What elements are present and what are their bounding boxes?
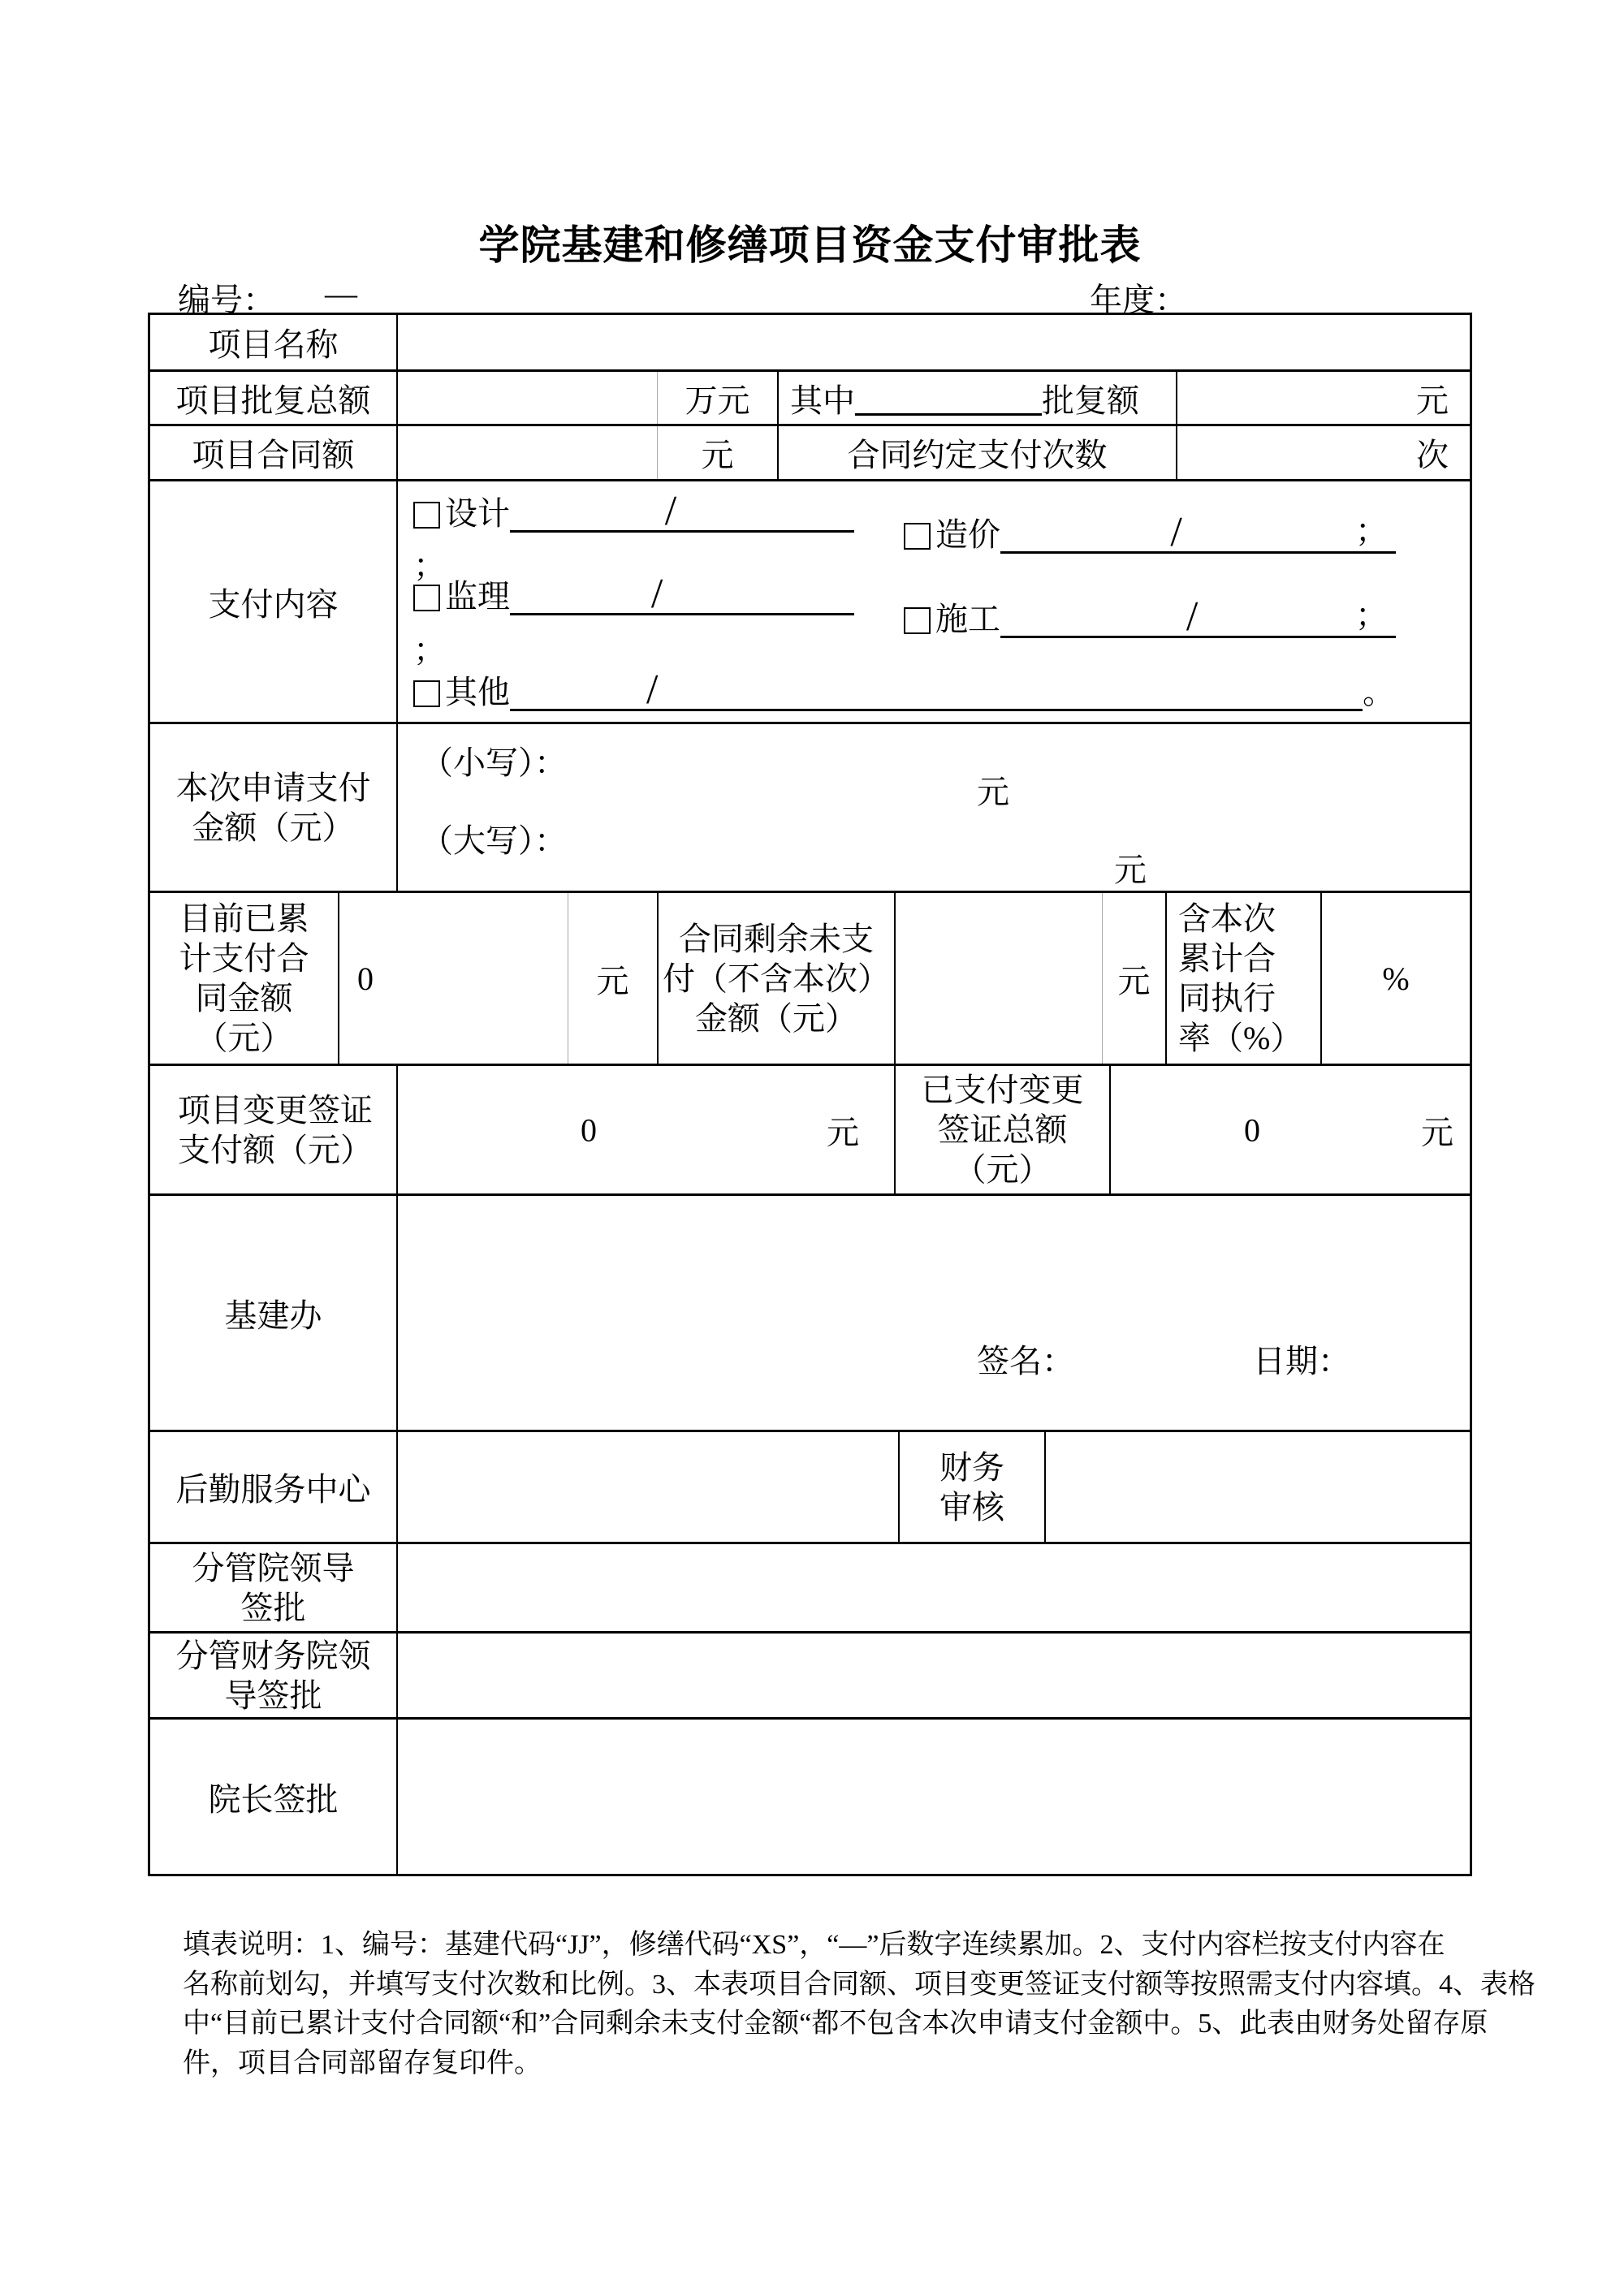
deputy-leader-opinion-cell[interactable] xyxy=(398,1544,1470,1631)
project-name-input[interactable] xyxy=(398,315,1470,369)
paid-to-date-unit-cell xyxy=(568,893,659,1064)
slash-separator: / xyxy=(650,571,663,617)
payment-content-label-cell xyxy=(150,481,398,722)
change-visa-label-line: 项目变更签证 xyxy=(178,1091,373,1129)
unit-yuan: 元 xyxy=(1416,382,1449,419)
infrastructure-office-label: 基建办 xyxy=(224,1297,322,1334)
infrastructure-office-opinion-cell[interactable] xyxy=(398,1196,1470,1430)
payment-times-label: 合同约定支付次数 xyxy=(847,437,1108,473)
paid-change-visa-value-cell[interactable] xyxy=(1111,1066,1470,1193)
supervise-label: 监理 xyxy=(445,578,510,615)
current-request-label-line1: 本次申请支付 xyxy=(175,769,371,806)
change-visa-label-line: 支付额（元） xyxy=(178,1131,373,1168)
finance-leader-label-line: 分管财务院领 xyxy=(175,1637,371,1674)
deputy-leader-label-cell xyxy=(150,1544,398,1631)
contract-amount-unit-cell xyxy=(658,426,779,479)
table-row xyxy=(150,315,1470,372)
finance-leader-label-cell xyxy=(150,1634,398,1717)
finance-audit-label-line: 财务 xyxy=(939,1448,1004,1486)
sub-approved-cell xyxy=(779,372,1177,424)
signature-label: 签名： xyxy=(977,1343,1074,1379)
paid-to-date-label-line: （元） xyxy=(195,1020,293,1056)
paid-to-date-label-line: 计支付合 xyxy=(179,940,309,977)
dean-label-cell xyxy=(150,1720,398,1874)
execution-rate-value-cell[interactable] xyxy=(1322,893,1470,1064)
paid-change-visa-label-line: （元） xyxy=(953,1151,1052,1188)
execution-rate-label-line: 率（%） xyxy=(1178,1020,1303,1056)
paid-change-visa-label-cell xyxy=(896,1066,1111,1193)
pay-item-cost xyxy=(904,509,1396,554)
cost-blank-line[interactable] xyxy=(1000,509,1396,555)
pay-item-supervise xyxy=(413,571,854,615)
current-request-label-line2: 金额（元） xyxy=(192,809,355,846)
table-row xyxy=(150,372,1470,426)
table-row xyxy=(150,481,1470,724)
pay-item-construct xyxy=(904,593,1396,638)
change-visa-label-cell xyxy=(150,1066,398,1193)
date-label: 日期： xyxy=(1253,1343,1350,1379)
finance-audit-opinion-cell[interactable] xyxy=(1046,1432,1470,1542)
slash-separator: / xyxy=(664,488,677,534)
remaining-unpaid-label-line: 金额（元） xyxy=(695,999,857,1037)
fill-instructions xyxy=(183,1926,1535,2083)
table-row xyxy=(150,1196,1470,1432)
paid-to-date-label-line: 目前已累 xyxy=(179,900,309,937)
construct-semicolon: ； xyxy=(1355,597,1388,633)
unit-ci: 次 xyxy=(1416,437,1449,473)
construct-checkbox[interactable] xyxy=(904,607,931,634)
form-title: 学院基建和修缮项目资金支付审批表 xyxy=(478,222,1142,268)
contract-amount-input[interactable] xyxy=(398,426,658,479)
construct-label: 施工 xyxy=(935,601,1000,637)
payment-times-input[interactable] xyxy=(1177,426,1470,479)
finance-leader-opinion-cell[interactable] xyxy=(398,1634,1470,1717)
remaining-unpaid-unit-cell xyxy=(1103,893,1167,1064)
remaining-unpaid-label-line: 合同剩余未支 xyxy=(679,920,874,957)
pay-item-other xyxy=(413,667,1395,711)
approved-total-label-cell xyxy=(150,372,398,424)
finance-audit-label-cell xyxy=(900,1432,1046,1542)
table-row xyxy=(150,1544,1470,1634)
approved-total-input[interactable] xyxy=(398,372,658,424)
design-blank-line[interactable] xyxy=(510,488,854,534)
pay-item-design xyxy=(413,488,854,533)
paid-change-visa-value: 0 xyxy=(1244,1111,1260,1148)
payment-content-label: 支付内容 xyxy=(208,585,339,623)
unit-yuan: 元 xyxy=(1114,852,1147,888)
cost-label: 造价 xyxy=(935,516,1000,553)
change-visa-value: 0 xyxy=(581,1111,597,1148)
remaining-unpaid-label-cell xyxy=(659,893,896,1064)
payment-times-label-cell xyxy=(779,426,1177,479)
approved-total-label: 项目批复总额 xyxy=(175,382,371,419)
table-row xyxy=(150,724,1470,893)
unit-yuan: 元 xyxy=(827,1114,859,1150)
table-row xyxy=(150,893,1470,1066)
remaining-unpaid-label-line: 付（不含本次） xyxy=(663,960,890,997)
unit-yuan: 元 xyxy=(1117,962,1151,999)
approved-total-unit-cell xyxy=(658,372,779,424)
project-name-label-cell xyxy=(150,315,398,369)
contract-amount-label-cell xyxy=(150,426,398,479)
header-line xyxy=(0,274,1624,318)
execution-rate-label-line: 累计合 xyxy=(1178,940,1276,977)
deputy-leader-label-line: 签批 xyxy=(240,1589,306,1626)
cost-semicolon: ； xyxy=(1355,512,1388,549)
slash-separator: / xyxy=(646,667,659,713)
logistics-center-opinion-cell[interactable] xyxy=(398,1432,900,1542)
among-blank-line[interactable] xyxy=(855,381,1042,416)
approved-amount-label: 批复额 xyxy=(1042,382,1139,419)
table-row xyxy=(150,1432,1470,1544)
fill-instructions-line: 中“目前已累计支付合同额“和”合同剩余未支付金额“都不包含本次申请支付金额中。5、此表由财务处留存原 xyxy=(183,2009,1488,2039)
design-label: 设计 xyxy=(445,495,510,532)
paid-to-date-label-line: 同金额 xyxy=(195,980,293,1016)
other-period: 。 xyxy=(1363,674,1395,710)
contract-amount-label: 项目合同额 xyxy=(192,437,355,473)
change-visa-value-cell[interactable] xyxy=(398,1066,896,1193)
fill-instructions-line: 名称前划勾，并填写支付次数和比例。3、本表项目合同额、项目变更签证支付额等按照需支付内容填。4、表格 xyxy=(183,1969,1535,2000)
unit-yuan: 元 xyxy=(977,774,1009,810)
unit-yuan: 元 xyxy=(701,437,734,473)
remaining-unpaid-value-cell[interactable] xyxy=(896,893,1103,1064)
supervise-blank-line[interactable] xyxy=(510,571,854,617)
logistics-center-label-cell xyxy=(150,1432,398,1542)
uppercase-amount-label: （大写）： xyxy=(421,822,567,859)
slash-separator: / xyxy=(1170,509,1182,555)
table-row xyxy=(150,1066,1470,1196)
table-row xyxy=(150,1720,1470,1874)
other-checkbox[interactable] xyxy=(413,680,440,707)
construct-blank-line[interactable] xyxy=(1000,593,1396,640)
unit-yuan: 元 xyxy=(1421,1114,1453,1150)
paid-to-date-value: 0 xyxy=(357,960,374,997)
infrastructure-office-label-cell xyxy=(150,1196,398,1430)
logistics-center-label: 后勤服务中心 xyxy=(175,1471,371,1508)
slash-separator: / xyxy=(1186,593,1199,640)
paid-to-date-label-cell xyxy=(150,893,339,1064)
execution-rate-label-cell xyxy=(1167,893,1322,1064)
current-request-amount-cell xyxy=(398,724,1470,891)
among-label: 其中 xyxy=(790,382,855,419)
execution-rate-label-line: 含本次 xyxy=(1178,900,1276,937)
lowercase-amount-label: （小写）： xyxy=(421,744,567,781)
dean-opinion-cell[interactable] xyxy=(398,1720,1470,1874)
payment-content-cell xyxy=(398,481,1470,722)
deputy-leader-label-line: 分管院领导 xyxy=(192,1549,355,1586)
finance-leader-label-line: 导签批 xyxy=(224,1677,322,1714)
current-request-label-cell xyxy=(150,724,398,891)
approval-form-table xyxy=(148,313,1472,1876)
other-blank-line[interactable] xyxy=(510,667,1363,713)
fill-instructions-line: 件，项目合同部留存复印件。 xyxy=(183,2048,542,2078)
cost-checkbox[interactable] xyxy=(904,523,931,550)
fill-instructions-line: 填表说明：1、编号：基建代码“JJ”，修缮代码“XS”，“—”后数字连续累加。2、支付内容栏按支付内容在 xyxy=(183,1930,1445,1960)
form-number-label: 编号： xyxy=(178,282,275,318)
execution-rate-label-line: 同执行 xyxy=(1178,980,1276,1016)
other-label: 其他 xyxy=(445,674,510,710)
paid-change-visa-label-line: 已支付变更 xyxy=(921,1072,1084,1108)
finance-audit-label-line: 审核 xyxy=(939,1488,1004,1526)
design-semicolon: ； xyxy=(413,547,446,584)
unit-yuan: 元 xyxy=(596,962,629,999)
percent-sign: % xyxy=(1382,960,1410,997)
dean-label: 院长签批 xyxy=(208,1780,339,1818)
supervise-semicolon: ； xyxy=(413,632,446,668)
unit-wanyuan: 万元 xyxy=(685,382,750,419)
design-checkbox[interactable] xyxy=(413,502,440,529)
year-label: 年度： xyxy=(1090,282,1187,318)
sub-approved-value-cell[interactable] xyxy=(1177,372,1470,424)
supervise-checkbox[interactable] xyxy=(413,585,440,611)
project-name-label: 项目名称 xyxy=(208,326,339,363)
form-number-value[interactable]: — xyxy=(325,275,357,312)
table-row xyxy=(150,426,1470,481)
paid-change-visa-label-line: 签证总额 xyxy=(937,1111,1068,1148)
paid-to-date-value-cell[interactable] xyxy=(339,893,568,1064)
table-row xyxy=(150,1634,1470,1720)
